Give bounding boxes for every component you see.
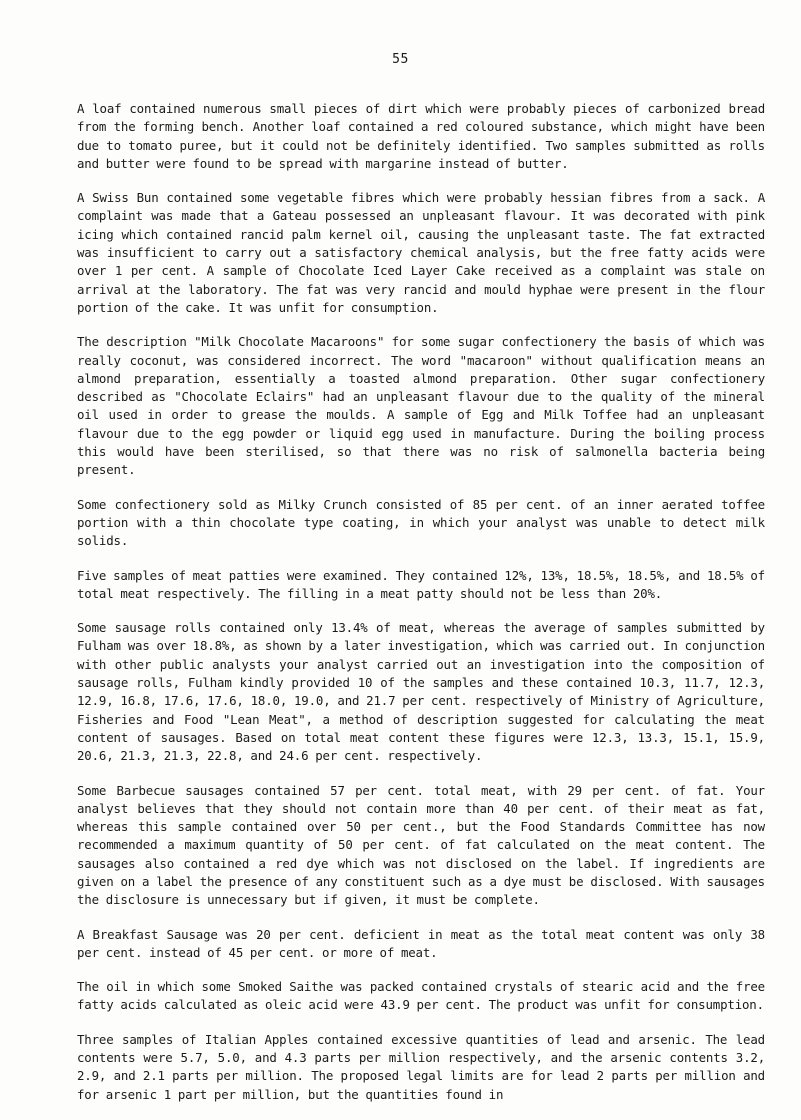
paragraph-milky-crunch: Some confectionery sold as Milky Crunch consisted of 85 per cent. of an inner aerated toffee portion with a thin chocolate type coating, in which your analyst was unable to detect milk solids. [77, 496, 765, 549]
body-text [77, 100, 765, 1120]
paragraph-cakes-complaints: A Swiss Bun contained some vegetable fibres which were probably hessian fibres from a sack. A complaint was made that a Gateau possessed an unpleasant flavour. It was decorated with pink icing which contained rancid palm kernel oil, causing the unpleasant taste. The fat extracted was insufficient to carry out a satisfactory chemical analysis, but the free fatty acids were over 1 per cent. A sample of Chocolate Iced Layer Cake received as a complaint was stale on arrival at the laboratory. The fat was very rancid and mould hyphae were present in the flour portion of the cake. It was unfit for consumption. [77, 190, 765, 315]
paragraph-sausage-rolls: Some sausage rolls contained only 13.4% of meat, whereas the average of samples submitted by Fulham was over 18.8%, as shown by a later investigation, which was carried out. In conjunction with other public analysts your analyst carried out an investigation into the composition of sausage rolls, Fulham kindly provided 10 of the samples and these contained 10.3, 11.7, 12.3, 12.9, 16.8, 17.6, 17.6, 18.0, 19.0, and 21.7 per cent. respectively of Ministry of Agriculture, Fisheries and Food "Lean Meat", a method of description suggested for calculating the meat content of sausages. Based on total meat content these figures were 12.3, 13.3, 15.1, 15.9, 20.6, 21.3, 21.3, 22.8, and 24.6 per cent. respectively. [77, 620, 765, 764]
paragraph-smoked-saithe: The oil in which some Smoked Saithe was packed contained crystals of stearic acid and the free fatty acids calculated as oleic acid were 43.9 per cent. The product was unfit for consumption. [77, 979, 765, 1013]
paragraph-meat-patties: Five samples of meat patties were examined. They contained 12%, 13%, 18.5%, 18.5%, and 18.5% of total meat respectively. The filling in a meat patty should not be less than 20%. [77, 567, 765, 601]
page-number: 55 [392, 52, 409, 67]
paragraph-breakfast-sausage: A Breakfast Sausage was 20 per cent. deficient in meat as the total meat content was only 38 per cent. instead of 45 per cent. or more of meat. [77, 926, 765, 960]
paragraph-sugar-confectionery: The description "Milk Chocolate Macaroons" for some sugar confectionery the basis of which was really coconut, was considered incorrect. The word "macaroon" without qualification means an almond preparation, essentially a toasted almond preparation. Other sugar confectionery described as "Chocolate Eclairs" had an unpleasant flavour due to the quality of the mineral oil used in order to grease the moulds. A sample of Egg and Milk Toffee had an unpleasant flavour due to the egg powder or liquid egg used in manufacture. During the boiling process this would have been sterilised, so that there was no risk of salmonella bacteria being present. [77, 334, 765, 478]
paragraph-bread-complaints: A loaf contained numerous small pieces of dirt which were probably pieces of carbonized bread from the forming bench. Another loaf contained a red coloured substance, which might have been due to tomato puree, but it could not be definitely identified. Two samples submitted as rolls and butter were found to be spread with margarine instead of butter. [77, 101, 765, 171]
paragraph-italian-apples: Three samples of Italian Apples contained excessive quantities of lead and arsenic. The lead contents were 5.7, 5.0, and 4.3 parts per million respectively, and the arsenic contents 3.2, 2.9, and 2.1 parts per million. The proposed legal limits are for lead 2 parts per million and for arsenic 1 part per million, but the quantities found in [77, 1031, 765, 1102]
paragraph-barbecue-sausages: Some Barbecue sausages contained 57 per cent. total meat, with 29 per cent. of fat. Your analyst believes that they should not contain more than 40 per cent. of their meat as fat, whereas this sample contained over 50 per cent., but the Food Standards Committee has now recommended a maximum quantity of 50 per cent. of fat calculated on the meat content. The sausages also contained a red dye which was not disclosed on the label. If ingredients are given on a label the presence of any constituent such as a dye must be disclosed. With sausages the disclosure is unnecessary but if given, it must be complete. [77, 782, 765, 908]
